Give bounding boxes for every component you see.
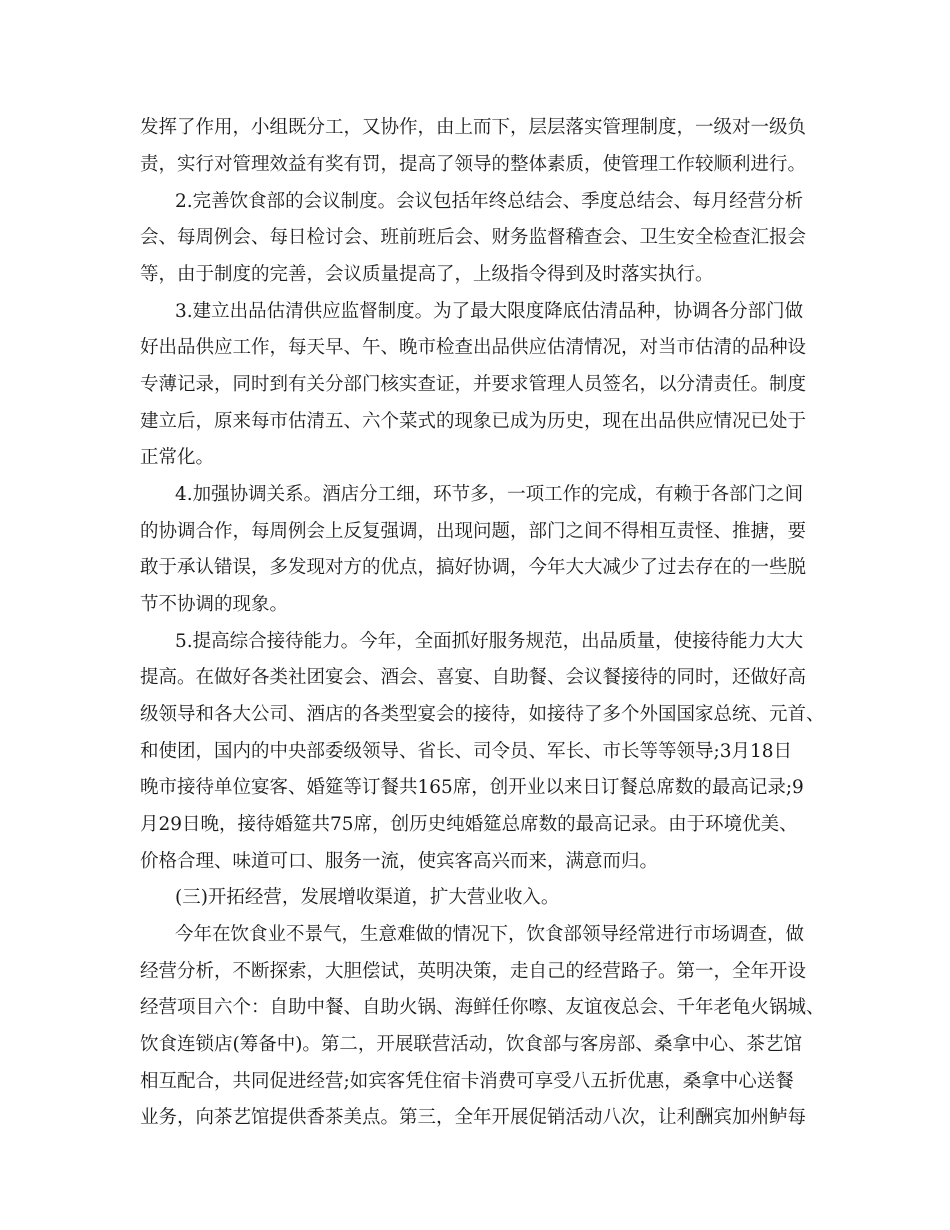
text-line-content: 的协调合作，每周例会上反复强调，出现问题，部门之间不得相互责怪、推搪，要 (140, 521, 807, 542)
text-line (0, 1062, 950, 1102)
text-line (0, 328, 950, 368)
text-line-content: 提高。在做好各类社团宴会、酒会、喜宴、自助餐、会议餐接待的同时，还做好高 (140, 667, 807, 688)
text-line-content: 责，实行对管理效益有奖有罚，提高了领导的整体素质，使管理工作较顺利进行。 (140, 154, 807, 175)
text-line-content: 敢于承认错误，多发现对方的优点，搞好协调，今年大大减少了过去存在的一些脱 (140, 557, 807, 578)
text-line (0, 1025, 950, 1065)
text-line (0, 658, 950, 698)
text-line-content: 4.加强协调关系。酒店分工细，环节多，一项工作的完成，有赖于各部门之间 (175, 484, 804, 505)
text-line (0, 842, 950, 882)
text-line-content: 晚市接待单位宴客、婚筵等订餐共165席，创开业以来日订餐总席数的最高记录;9 (140, 777, 804, 798)
text-line-content: 今年在饮食业不景气，生意难做的情况下，饮食部领导经常进行市场调查，做 (175, 924, 805, 945)
text-line (0, 805, 950, 845)
text-line-content: 5.提高综合接待能力。今年，全面抓好服务规范，出品质量，使接待能力大大 (175, 631, 804, 652)
text-line-content: 经营项目六个：自助中餐、自助火锅、海鲜任你嚓、友谊夜总会、千年老龟火锅城、 (140, 997, 825, 1018)
text-line (0, 915, 950, 955)
text-line-content: 等，由于制度的完善，会议质量提高了，上级指令得到及时落实执行。 (140, 264, 714, 285)
text-line (0, 255, 950, 295)
text-line (0, 695, 950, 735)
text-line-content: 经营分析，不断探索，大胆偿试，英明决策，走自己的经营路子。第一，全年开设 (140, 961, 807, 982)
text-line (0, 622, 950, 662)
text-line-content: 业务，向茶艺馆提供香茶美点。第三，全年开展促销活动八次，让利酬宾加州鲈每 (140, 1107, 807, 1128)
text-line (0, 108, 950, 148)
text-line-content: 和使团，国内的中央部委级领导、省长、司令员、军长、市长等等领导;3月18日 (140, 741, 793, 762)
text-line (0, 438, 950, 478)
text-line (0, 475, 950, 515)
text-line (0, 548, 950, 588)
section-heading (0, 878, 950, 918)
text-line (0, 732, 950, 772)
text-line-content: 正常化。 (140, 447, 215, 468)
text-line (0, 952, 950, 992)
text-line (0, 988, 950, 1028)
text-line (0, 365, 950, 405)
text-line (0, 1098, 950, 1138)
text-line (0, 218, 950, 258)
text-line-content: 好出品供应工作，每天早、午、晚市检查出品供应估清情况，对当市估清的品种设 (140, 337, 807, 358)
text-line-content: 相互配合，共同促进经营;如宾客凭住宿卡消费可享受八五折优惠，桑拿中心送餐 (140, 1071, 794, 1092)
text-line-content: 专薄记录，同时到有关分部门核实查证，并要求管理人员签名，以分清责任。制度 (140, 374, 807, 395)
text-line-content: 饮食连锁店(筹备中)。第二，开展联营活动，饮食部与客房部、桑拿中心、茶艺馆 (140, 1034, 802, 1055)
text-line (0, 292, 950, 332)
text-line (0, 182, 950, 222)
text-line-content: 价格合理、味道可口、服务一流，使宾客高兴而来，满意而归。 (140, 851, 659, 872)
text-line (0, 145, 950, 185)
text-line-content: 会、每周例会、每日检讨会、班前班后会、财务监督稽查会、卫生安全检查汇报会 (140, 227, 807, 248)
text-line-content: 2.完善饮食部的会议制度。会议包括年终总结会、季度总结会、每月经营分析 (175, 191, 804, 212)
text-line-content: 3.建立出品估清供应监督制度。为了最大限度降底估清品种，协调各分部门做 (175, 301, 804, 322)
text-line-content: 节不协调的现象。 (140, 594, 289, 615)
text-line-content: 级领导和各大公司、酒店的各类型宴会的接待，如接待了多个外国国家总统、元首、 (140, 704, 825, 725)
text-line-content: 建立后，原来每市估清五、六个菜式的现象已成为历史，现在出品供应情况已处于 (140, 411, 807, 432)
text-line-content: 发挥了作用，小组既分工，又协作，由上而下，层层落实管理制度，一级对一级负 (140, 117, 807, 138)
text-line (0, 768, 950, 808)
text-line (0, 512, 950, 552)
text-line-content: (三)开拓经营，发展增收渠道，扩大营业收入。 (175, 887, 560, 908)
text-line (0, 402, 950, 442)
text-line (0, 585, 950, 625)
text-line-content: 月29日晚，接待婚筵共75席，创历史纯婚筵总席数的最高记录。由于环境优美、 (140, 814, 798, 835)
